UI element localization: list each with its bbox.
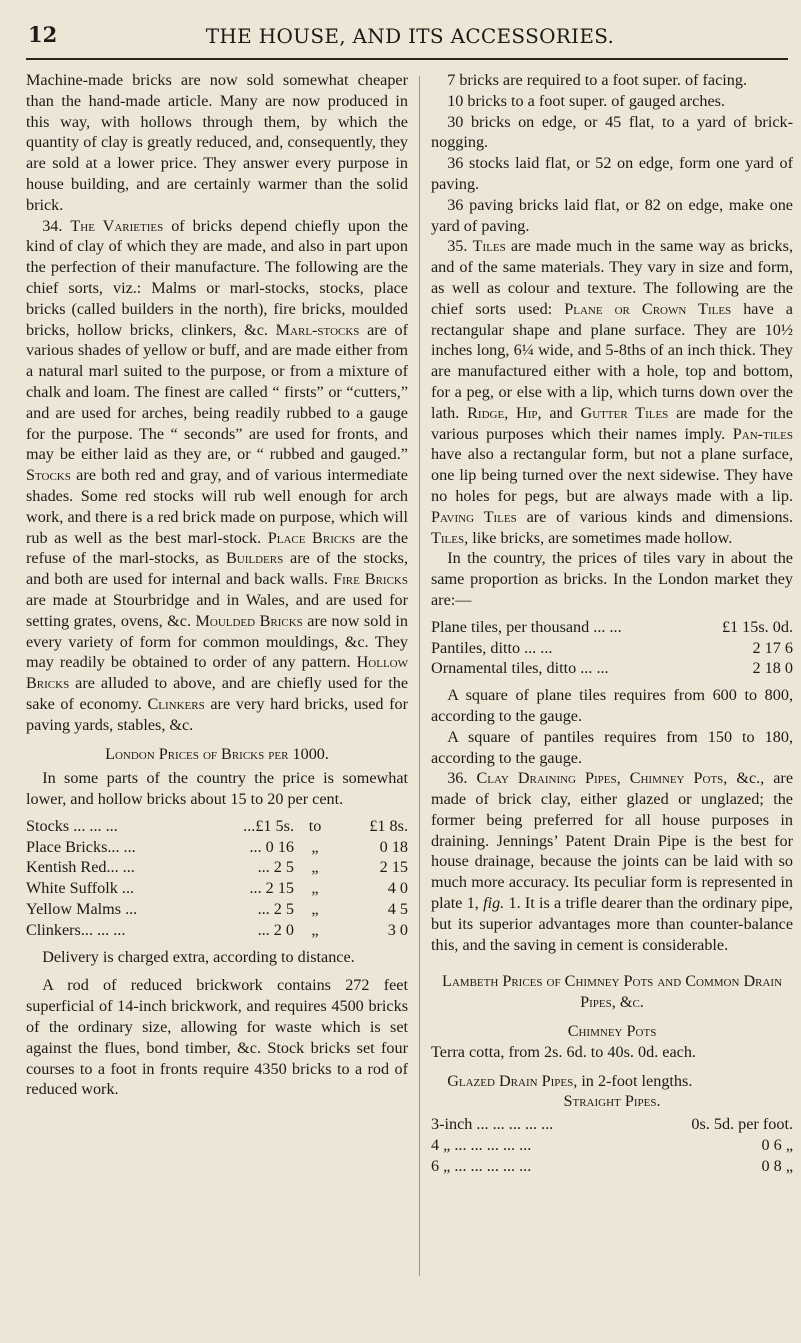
- table-row: 4 „ ... ... ... ... ... 0 6 „: [431, 1136, 793, 1155]
- table-row: 6 „ ... ... ... ... ... 0 8 „: [431, 1156, 793, 1175]
- delivery-note: Delivery is charged extra, according to distance.: [42, 947, 355, 966]
- country-prices-paragraph: In the country, the prices of tiles vary in about the same proportion as bricks. In the London market they are:—: [431, 549, 793, 609]
- brick-prices-intro: In some parts of the country the price is somewhat lower, and hollow bricks about 15 to 20 per cent.: [26, 769, 408, 809]
- chimney-pots-heading: Chimney Pots: [567, 1022, 657, 1041]
- table-row: Ornamental tiles, ditto ... ... 2 18 0: [431, 659, 793, 678]
- brick-prices-heading: London Prices of Bricks per 1000.: [105, 744, 329, 763]
- stocks-paving-line: 36 stocks laid flat, or 52 on edge, form one yard of paving.: [431, 154, 793, 193]
- table-row: Kentish Red... ... ... 2 5 „ 2 15: [26, 858, 408, 877]
- terra-cotta-line: Terra cotta, from 2s. 6d. to 40s. 0d. each.: [431, 1042, 696, 1061]
- facing-line: 7 bricks are required to a foot super. of facing.: [447, 71, 747, 89]
- column-divider: [419, 76, 420, 1276]
- brick-price-table: [26, 816, 408, 941]
- pipe-price-table: [431, 1114, 793, 1176]
- page-header: [28, 22, 788, 62]
- drain-pipes-paragraph: 36. Clay Draining Pipes, Chimney Pots, &c., are made of brick clay, either glazed or unglazed; the former being preferred for all house purposes in draining. Jennings’ Patent Drain Pipe is the best for house drainage, because the joints can be laid with so much more accuracy. Its peculiar form is represented in plate 1, fig. 1. It is a trifle dearer than the ordinary pipe, but its superior advantages more than counter-balance this, and the saving in cement is considerable.: [431, 769, 794, 954]
- table-row: Stocks ... ... ... ...£1 5s. to £1 8s.: [26, 816, 408, 835]
- tile-price-table: [431, 617, 793, 679]
- rod-paragraph: A rod of reduced brickwork contains 272 feet superficial of 14-inch brickwork, and requires 4500 bricks of the ordinary size, allowing for waste which is set against the flues, bond timber, &c. Stock bricks set four courses to a foot in fronts require 4350 bricks to a rod of reduced work.: [26, 976, 408, 1099]
- table-row: Place Bricks... ... ... 0 16 „ 0 18: [26, 837, 408, 856]
- header-rule: [26, 58, 788, 60]
- left-column: [26, 70, 408, 1100]
- table-row: Pantiles, ditto ... ... 2 17 6: [431, 638, 793, 657]
- page-number: 12: [28, 22, 58, 47]
- nogging-line: 30 bricks on edge, or 45 flat, to a yard of brick-nogging.: [431, 112, 793, 152]
- table-row: Yellow Malms ... ... 2 5 „ 4 5: [26, 900, 408, 919]
- table-row: Plane tiles, per thousand ... ... £1 15s. 0d.: [431, 617, 793, 636]
- table-row: Clinkers... ... ... ... 2 0 „ 3 0: [26, 920, 408, 939]
- running-title: THE HOUSE, AND ITS ACCESSORIES.: [205, 24, 615, 48]
- right-column: [431, 70, 793, 1179]
- paving-bricks-line: 36 paving bricks laid flat, or 82 on edge, make one yard of paving.: [431, 195, 793, 235]
- lambeth-prices-heading: Lambeth Prices of Chimney Pots and Common Drain Pipes, &c.: [441, 972, 783, 1012]
- plane-tiles-square: A square of plane tiles requires from 600 to 800, according to the gauge.: [431, 686, 793, 725]
- glazed-pipes-line: Glazed Drain Pipes, in 2-foot lengths.: [447, 1071, 693, 1090]
- table-row: White Suffolk ... ... 2 15 „ 4 0: [26, 879, 408, 898]
- tiles-paragraph: 35. Tiles are made much in the same way as bricks, and of the same materials. They vary in size and form, as well as colour and texture. The following are the chief sorts used: Plane or Crown Tiles have a rectangular shape and plane surface. They are 10½ inches long, 6¼ wide, and 5-8ths of an inch thick. They are manufactured either with a hole, top and bottom, for a peg, or else with a lip, which turns down over the lath. Ridge, Hip, and Gutter Tiles are made for the various purposes which their names imply. Pan-tiles have also a rectangular form, but not a plane surface, one lip being turned over the next sidewise. They have no holes for pegs, but are always made with a lip. Paving Tiles are of various kinds and dimensions. Tiles, like bricks, are sometimes made hollow.: [431, 237, 793, 547]
- arches-line: 10 bricks to a foot super. of gauged arches.: [447, 91, 725, 110]
- table-row: 3-inch ... ... ... ... ... 0s. 5d. per foot.: [431, 1115, 793, 1134]
- pantiles-square: A square of pantiles requires from 150 to 180, according to the gauge.: [431, 727, 793, 767]
- straight-pipes-heading: Straight Pipes.: [563, 1092, 661, 1111]
- varieties-paragraph: 34. The Varieties of bricks depend chiefly upon the kind of clay of which they are made, and also in part upon the perfection of their manufacture. The following are the chief sorts, viz.: Malms or marl-stocks, stocks, place bricks (called builders in the north), fire bricks, moulded bricks, hollow bricks, clinkers, &c. Marl-stocks are of various shades of yellow or buff, and are made either from a natural marl suited to the purpose, or from a mixture of chalk and loam. The finest are called “ firsts” or “cutters,” and are used for arches, being readily rubbed to a gauge for the purpose. The “ seconds” are used for fronts, and may be either laid as they are, or “ rubbed and gauged.” Stocks are both red and gray, and of various intermediate shades. Some red stocks will rub well enough for arch work, and there is a red brick made on purpose, which will rub as well as the best marl-stock. Place Bricks are the refuse of the marl-stocks, as Builders are of the stocks, and both are used for internal and back walls. Fire Bricks are made at Stourbridge and in Wales, and are used for setting grates, ovens, &c. Moulded Bricks are now sold in every variety of form for common mouldings, &c. They may readily be obtained to order of any pattern. Hollow Bricks are alluded to above, and are chiefly used for the sake of economy. Clinkers are very hard bricks, used for paving yards, stables, &c.: [26, 216, 409, 734]
- machine-made-paragraph: Machine-made bricks are now sold somewhat cheaper than the hand-made article. Many are now produced in this way, with hollows through them, by which the quantity of clay is greatly reduced, and, consequently, they are sold at a lower price. They answer every purpose in house building, and are certainly warmer than the solid brick.: [26, 71, 408, 214]
